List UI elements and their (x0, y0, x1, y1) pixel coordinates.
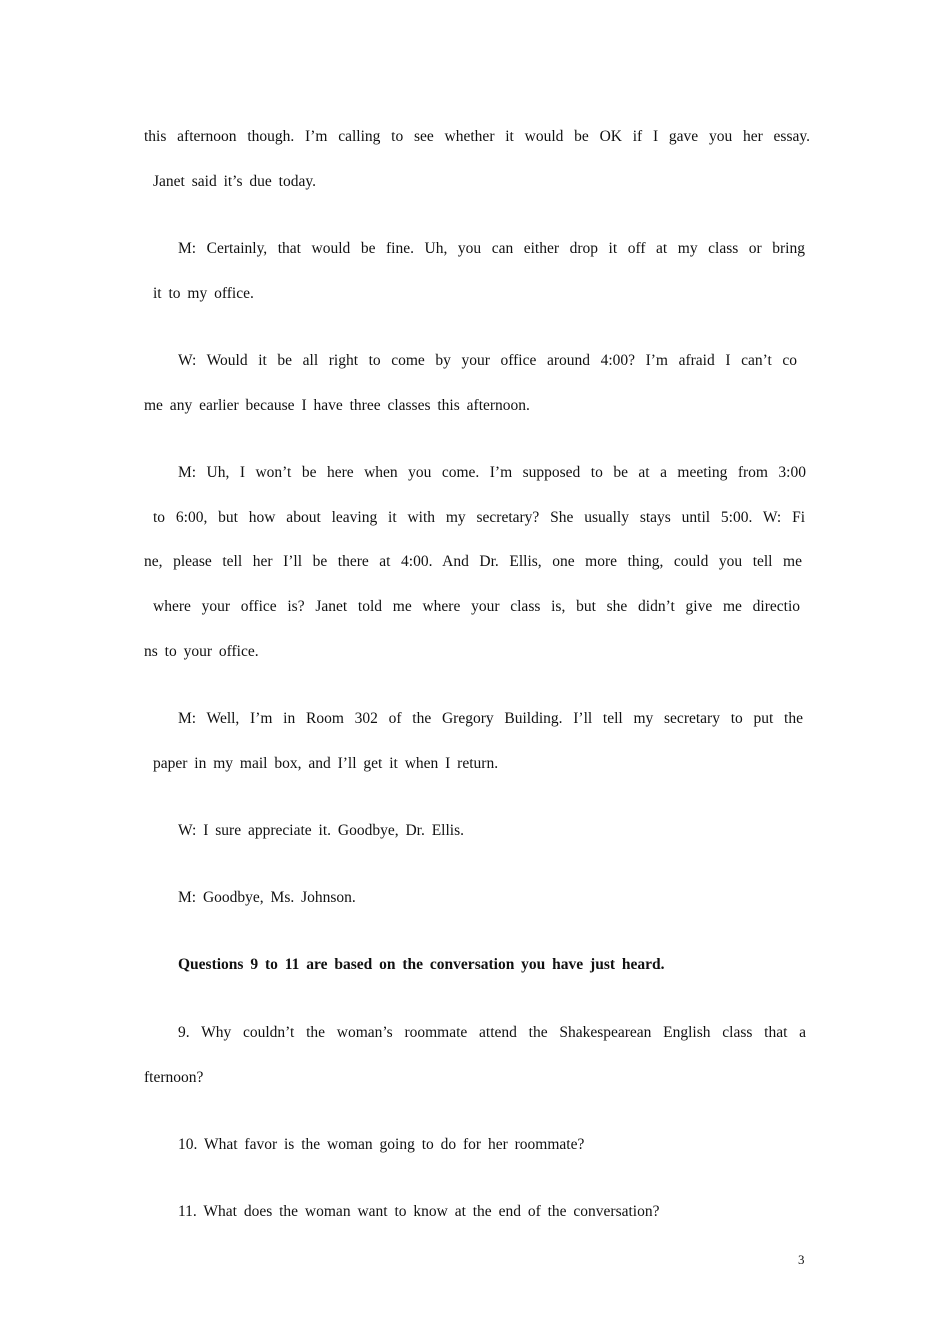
question-line: fternoon? (144, 1069, 204, 1086)
page-number: 3 (798, 1252, 805, 1267)
text-line: M: Certainly, that would be fine. Uh, you can either drop it off at my class or bring (178, 240, 805, 257)
text-line: where your office is? Janet told me where your class is, but she didn’t give me directio (153, 598, 800, 615)
question-line: 9. Why couldn’t the woman’s roommate attend the Shakespearean English class that a (178, 1024, 806, 1041)
text-line: M: Uh, I won’t be here when you come. I’m supposed to be at a meeting from 3:00 (178, 464, 806, 481)
text-line: ns to your office. (144, 643, 259, 660)
text-line: W: I sure appreciate it. Goodbye, Dr. Ellis. (178, 822, 464, 839)
question-line: 11. What does the woman want to know at the end of the conversation? (178, 1203, 660, 1220)
text-line: paper in my mail box, and I’ll get it when I return. (153, 755, 499, 772)
text-line: this afternoon though. I’m calling to see whether it would be OK if I gave you her essay. (144, 128, 810, 145)
text-line: ne, please tell her I’ll be there at 4:00. And Dr. Ellis, one more thing, could you tell me (144, 553, 802, 570)
text-line: it to my office. (153, 285, 254, 302)
text-line: to 6:00, but how about leaving it with my secretary? She usually stays until 5:00. W: Fi (153, 509, 805, 526)
text-line: M: Goodbye, Ms. Johnson. (178, 889, 356, 906)
question-line: 10. What favor is the woman going to do for her roommate? (178, 1136, 585, 1153)
section-heading: Questions 9 to 11 are based on the conversation you have just heard. (178, 956, 665, 973)
text-line: me any earlier because I have three classes this afternoon. (144, 397, 530, 414)
text-line: W: Would it be all right to come by your office around 4:00? I’m afraid I can’t co (178, 352, 797, 369)
text-line: M: Well, I’m in Room 302 of the Gregory Building. I’ll tell my secretary to put the (178, 710, 803, 727)
text-line: Janet said it’s due today. (153, 173, 316, 190)
